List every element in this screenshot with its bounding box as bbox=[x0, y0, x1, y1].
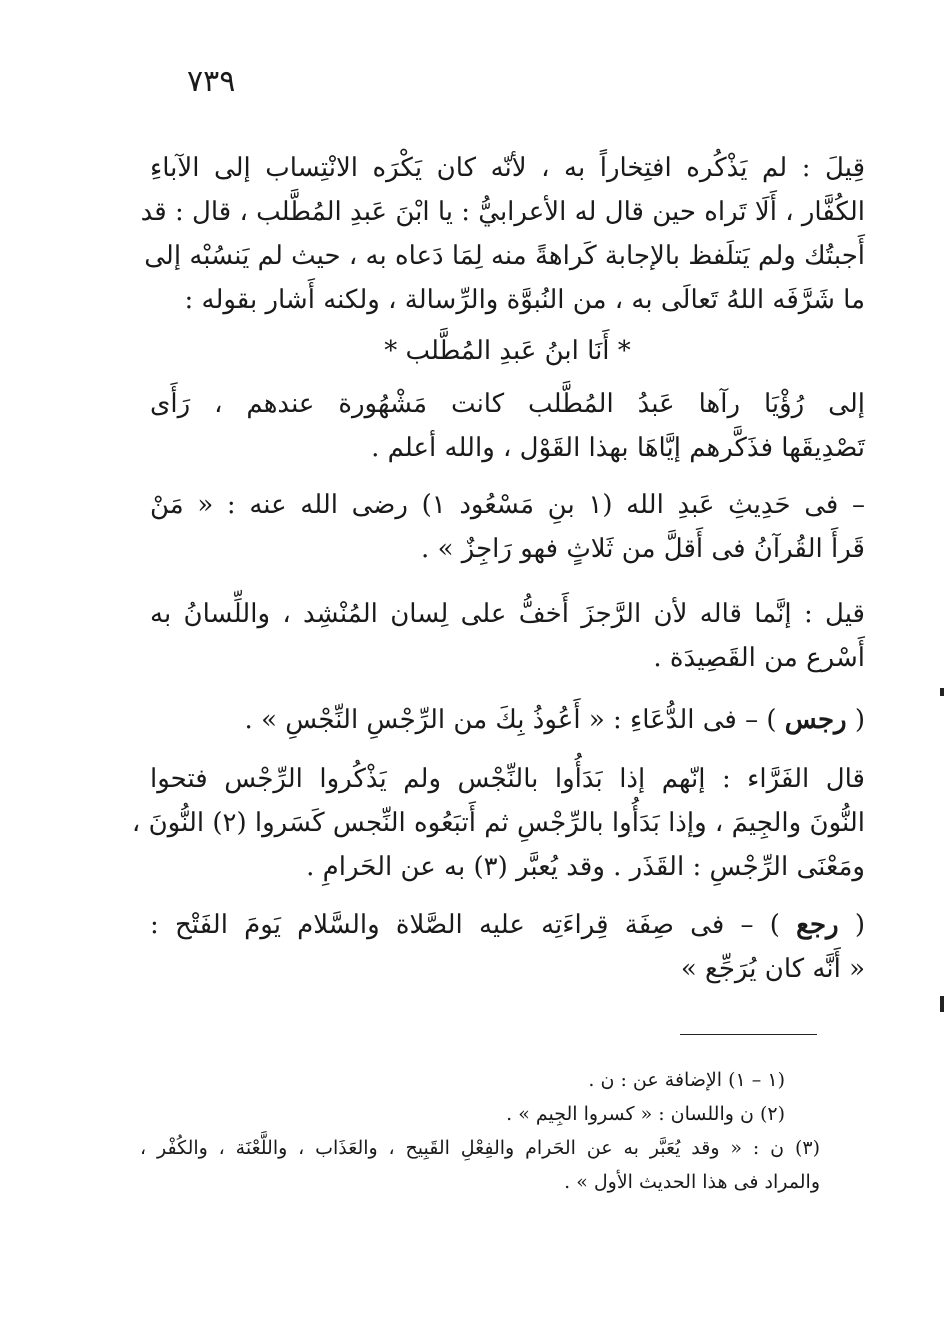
text-line: قيل : إنَّما قاله لأن الرَّجزَ أَخفُّ على لِسان المُنْشِد ، واللِّسانُ به bbox=[150, 599, 865, 629]
footnote-separator bbox=[680, 1034, 817, 1035]
text-line: « أَنَّه كان يُرَجِّع » bbox=[680, 954, 865, 984]
text-line: قال الفَرَّاء : إنّهم إذا بَدَأُوا بالنِّجْس ولم يَذْكُروا الرِّجْس فتحوا bbox=[150, 764, 865, 794]
text-line: قِيلَ : لم يَذْكُره افتِخاراً به ، لأنّه كان يَكْرَه الانْتِساب إلى الآباءِ bbox=[150, 153, 865, 183]
text-line: تَصْدِيقَها فذَكَّرهم إيَّاهَا بهذا القَوْل ، والله أعلم . bbox=[371, 433, 865, 463]
paragraph bbox=[140, 146, 865, 322]
entry-text: – فى صِفَة قِراءَتِه عليه الصَّلاة والسَّلام يَومَ الفَتْح : bbox=[150, 910, 754, 940]
footnotes bbox=[140, 1063, 820, 1199]
verse bbox=[150, 329, 865, 373]
entry-line: ( رجع ) – فى صِفَة قِراءَتِه عليه الصَّلاة والسَّلام يَومَ الفَتْح : bbox=[150, 910, 865, 940]
dictionary-entry bbox=[150, 903, 865, 991]
text-line: النُّونَ والجِيمَ ، وإذا بَدَأُوا بالرِّجْسِ ثم أَتبَعُوه النِّجس كَسَروا (٢) النُّونَ ، bbox=[131, 808, 865, 838]
entry-text: – فى الدُّعَاءِ : « أَعُوذُ بِكَ من الرِّجْسِ النِّجْسِ » . bbox=[244, 705, 759, 735]
text-line: ومَعْنَى الرِّجْسِ : القَذَر . وقد يُعبَّر (٣) به عن الحَرامِ . bbox=[306, 852, 865, 882]
paragraph bbox=[131, 757, 865, 889]
dictionary-entry bbox=[150, 698, 865, 742]
verse-line: * أَنَا ابنُ عَبدِ المُطَّلب * bbox=[384, 336, 631, 366]
text-line: إلى رُؤْيَا رآها عَبدُ المُطَّلب كانت مَشْهُورة عندهم ، رَأَى bbox=[150, 389, 865, 419]
text-line: الكُفَّار ، أَلَا تَراه حين قال له الأعرابيُّ : يا ابْنَ عَبدِ المُطَّلب ، قال : قد bbox=[140, 197, 865, 227]
text-line: أَسْرع من القَصِيدَة . bbox=[653, 643, 865, 673]
footnote: (١ – ١) الإضافة عن : ن . bbox=[588, 1069, 785, 1091]
text-line: ما شَرَّفَه اللهُ تَعالَى به ، من النُبوَّة والرِّسالة ، ولكنه أَشار بقوله : bbox=[184, 285, 865, 315]
margin-mark bbox=[940, 996, 944, 1012]
footnote: (٣) ن : « وقد يُعَبَّر به عن الحَرام والفِعْلِ القَبِيح ، والعَذَاب ، واللَّعْنَة ، والكُفْر ، bbox=[140, 1137, 820, 1159]
paragraph bbox=[150, 592, 865, 680]
entry-headword: رجس bbox=[784, 705, 847, 735]
margin-mark bbox=[940, 688, 944, 696]
footnote: (٢) ن واللسان : « كسروا الجِيم » . bbox=[506, 1103, 785, 1125]
text-line: أَجبتُك ولم يَتلَفظ بالإجابة كَراهةً منه لِمَا دَعاه به ، حيث لم يَنسُبْه إلى bbox=[144, 241, 865, 271]
paragraph bbox=[150, 483, 865, 571]
footnote: والمراد فى هذا الحديث الأول » . bbox=[564, 1171, 820, 1193]
page-number: ٧٣٩ bbox=[187, 64, 236, 99]
entry-headword: رجع bbox=[796, 910, 839, 940]
entry-line: ( رجس ) – فى الدُّعَاءِ : « أَعُوذُ بِكَ من الرِّجْسِ النِّجْسِ » . bbox=[244, 705, 865, 735]
text-line: قَرأَ القُرآنُ فى أَقلَّ من ثَلاثٍ فهو رَاجِزٌ » . bbox=[421, 534, 865, 564]
paragraph bbox=[150, 382, 865, 470]
text-line: – فى حَدِيثِ عَبدِ الله (١ بنِ مَسْعُود ١) رضى الله عنه : « مَنْ bbox=[150, 490, 865, 520]
